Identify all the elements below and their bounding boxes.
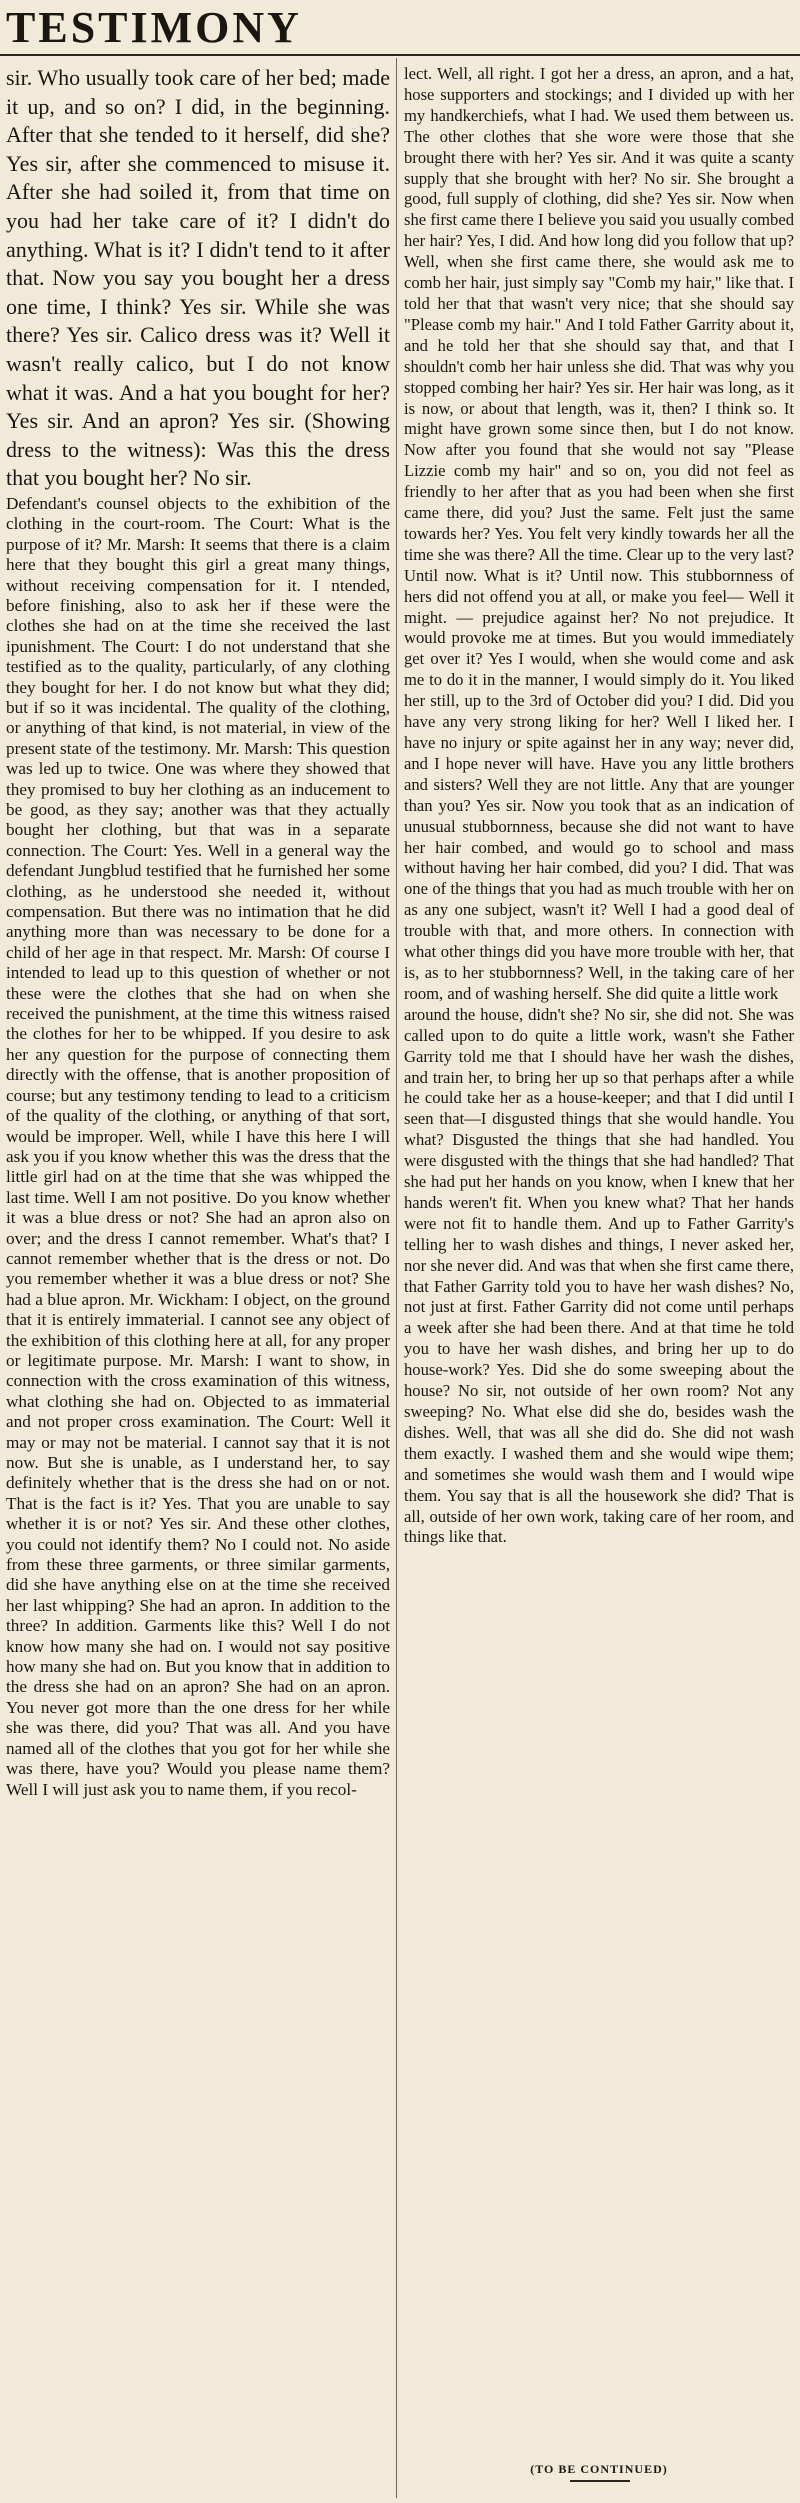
continued-notice: (TO BE CONTINUED) xyxy=(530,2462,668,2476)
closing-ornament xyxy=(570,2480,630,2482)
testimony-paragraph-right-lower: around the house, didn't she? No sir, she did not. She was called upon to do quite a little work, wasn't she Father Garrity told me that I should have her wash the dishes, and train her, to bring her up so that perhaps after a while he could take her as a house-keeper; and that I did until I seen that—I disgusted things that she would handle. You what? Disgusted the things that she had handled. You were disgusted with the things that she had handled? That she had put her hands on you know, when I knew that her hands weren't fit. When you knew what? That her hands were not fit to handle them. And up to Father Garrity's telling her to wash dishes and things, I never asked her, nor she never did. And was that when she first came there, that Father Garrity told you to have her wash dishes? No, not just at first. Father Garrity did not come until perhaps a week after she had been there. And at that time he told you to have her wash dishes, and bring her up to do house-work? Yes. Did she do some sweeping about the house? No sir, not outside of her own room? Not any sweeping? No. What else did she do, besides wash the dishes. Well, that was all she did do. She did not wash them exactly. I washed them and she would wipe them; and sometimes she would wash them and I would wipe them. You say that is all the housework she did? That is all, outside of her own work, taking care of her room, and things like that. xyxy=(404,1004,794,1547)
testimony-paragraph-right-upper: lect. Well, all right. I got her a dress, an apron, and a hat, hose supporters and stockings; and I divided up with her my handkerchiefs, what I had. We used them between us. The other clothes that she wore were those that she brought there with her? Yes sir. And it was quite a scanty supply that she brought with her? No sir. She brought a good, full supply of clothing, did she? Yes sir. Now when she first came there I believe you said you usually combed her hair? Yes, I did. And how long did you follow that up? Well, when she first came there, she would ask me to comb her hair, just simply say "Comb my hair," like that. I told her that that wasn't very nice; that she should say "Please comb my hair." And I told Father Garrity about it, and he told her that she should say that, and that I shouldn't comb her hair unless she did. That was why you stopped combing her hair? Yes sir. Her hair was long, as it is now, or about that length, was it, then? I think so. It might have grown some since then, but I do not know. Now after you found that she would not say "Please Lizzie comb my hair" and so on, you did not feel as friendly to her after that as you had been when she first came there, did you? Just the same. Felt just the same towards her? Yes. You felt very kindly towards her all the time she was there? All the time. Clear up to the very last? Until now. What is it? Until now. This stubbornness of hers did not offend you at all, or make you feel— Well it might. — prejudice against her? No not prejudice. It would provoke me at times. But you would immediately get over it? Yes I would, when she would come and ask me to do it in the manner, I would simply do it. You liked her still, up to the 3rd of October did you? I did. Did you have any very strong liking for her? Well I liked her. I have no injury or spite against her in any way; never did, and I hope never will have. Have you any little brothers and sisters? Well they are not little. Any that are younger than you? Yes sir. Now you took that as an indication of unusual stubbornness, because she did not want to have her hair combed, and would go to school and mass without having her hair combed, did you? I did. That was one of the things that you had as much trouble with her on as any one subject, wasn't it? Well I had a good deal of trouble with that, and more others. In connection with what other things did you have more trouble with her, that is, as to her stubbornness? Well, in the taking care of her room, and of washing herself. She did quite a little work xyxy=(404,64,794,1003)
column-left xyxy=(6,64,390,2500)
column-divider xyxy=(396,58,397,2498)
column-right xyxy=(404,64,794,2454)
testimony-paragraph-large: sir. Who usually took care of her bed; made it up, and so on? I did, in the beginning. After that she tended to it herself, did she? Yes sir, after she commenced to misuse it. After she had soiled it, from that time on you had her take care of it? I didn't do anything. What is it? I didn't tend to it after that. Now you say you bought her a dress one time, I think? Yes sir. While she was there? Yes sir. Calico dress was it? Well it wasn't really calico, but I do not know what it was. And a hat you bought for her? Yes sir. And an apron? Yes sir. (Showing dress to the witness): Was this the dress that you bought her? No sir. xyxy=(6,65,390,491)
header-rule xyxy=(0,54,800,56)
page-title: TESTIMONY xyxy=(6,3,302,52)
testimony-paragraph-small: Defendant's counsel objects to the exhibition of the clothing in the court-room. The Court: What is the purpose of it? Mr. Marsh: It seems that there is a claim here that they bought this girl a great many things, without receiving compensation for it. I ntended, before finishing, also to ask her if these were the clothes she had on at the time she received the last ipunishment. The Court: I do not understand that she testified as to the quality, particularly, of any clothing they bought for her. I do not know but what they did; but if so it was incidental. The quality of the clothing, or anything of that kind, is not material, in view of the present state of the testimony. Mr. Marsh: This question was led up to twice. One was where they showed that they promised to buy her clothing as an inducement to be good, as they say; another was that they actually bought her clothing, but that was in a separate connection. The Court: Yes. Well in a general way the defendant Jungblud testified that he furnished her some clothing, as he understood she needed it, without compensation. But there was no intimation that he did anything more than was necessary to be done for a child of her age in that respect. Mr. Marsh: Of course I intended to lead up to this question of whether or not these were the clothes that she had on when she received the punishment, at the time this witness raised the clothes for her to be whipped. If you desire to ask her any question for the purpose of connecting them directly with the offense, that is another proposition of course; but any testimony tending to lead to a criticism of the quality of the clothing, or anything of that sort, would be improper. Well, while I have this here I will ask you if you know whether this was the dress that the little girl had on at the time that she was whipped the last time. Well I am not positive. Do you know whether it was a blue dress or not? She had an apron also on over; and the dress I cannot remember. What's that? I cannot remember whether that is the dress or not. Do you remember whether it was a blue dress or not? She had a blue apron. Mr. Wickham: I object, on the ground that it is entirely immaterial. I cannot see any object of the exhibition of this clothing here at all, for any proper or legitimate purpose. Mr. Marsh: I want to show, in connection with the cross examination of this witness, what clothing she had on. Objected to as immaterial and not proper cross examination. The Court: Well it may or may not be material. I cannot say that it is not now. But she is unable, as I understand her, to say definitely whether that is the dress she had on or not. That is the fact is it? Yes. That you are unable to say whether it is or not? Yes sir. And these other clothes, you could not identify them? No I could not. No aside from these three garments, or three similar garments, did she have anything else on at the time she received her last whipping? She had an apron. In addition to the three? In addition. Garments like this? Well I do not know how many she had on. I would not say positive how many she had on. But you know that in addition to the dress she had on an apron? She had on an apron. You never got more than the one dress for her while she was there, did you? That was all. And you have named all of the clothes that you got for her while she was there, have you? Would you please name them? Well I will just ask you to name them, if you recol- xyxy=(6,493,390,1799)
